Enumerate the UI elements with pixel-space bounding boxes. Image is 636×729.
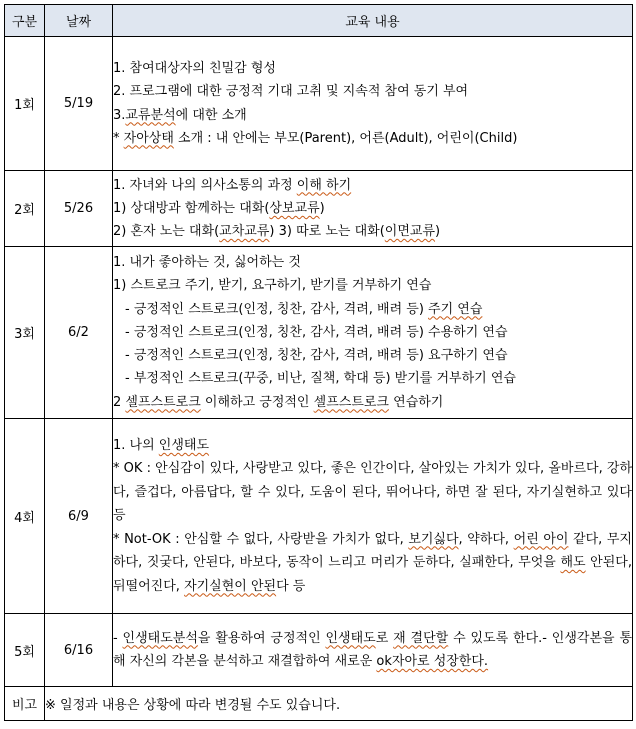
table-row: [5, 171, 633, 247]
header-content: 교육 내용: [113, 5, 633, 37]
content-line: 1. 나의 인생태도: [113, 438, 210, 454]
date-cell: 5/26: [45, 171, 113, 247]
content-line: 2. 프로그램에 대한 긍정적 기대 고취 및 지속적 참여 동기 부여: [113, 84, 469, 100]
session-cell: 1회: [5, 37, 45, 171]
session-cell: 5회: [5, 614, 45, 687]
note-label: 비고: [5, 687, 45, 721]
header-row: [5, 5, 633, 37]
table-row: [5, 419, 633, 614]
content-cell: [113, 171, 633, 247]
content-paragraph: * Not-OK : 안심할 수 없다, 사랑받을 가치가 없다, 보기싫다, 약하다, 어린 아이 같다, 무지하다, 짓궂다, 안된다, 바보다, 동작이 느리고 머리가 둔하다, 실패한다, 무엇을 해도 안된다, 뒤떨어진다, 자기실현이 안된다 등: [113, 531, 632, 594]
date-cell: 6/9: [45, 419, 113, 614]
content-line: 2) 혼자 노는 대화(교차교류) 3) 따로 노는 대화(이면교류): [113, 224, 441, 240]
session-cell: 2회: [5, 171, 45, 247]
content-cell: [113, 614, 633, 687]
content-paragraph: - 인생태도분석을 활용하여 긍정적인 인생태도로 재 결단할 수 있도록 한다.- 인생각본을 통해 자신의 각본을 분석하고 재결합하여 새로운 ok자아로 성장한다.: [113, 630, 633, 669]
footer-row: [5, 687, 633, 721]
content-line: - 부정적인 스트로크(꾸중, 비난, 질책, 학대 등) 받기를 거부하기 연습: [125, 371, 516, 387]
date-cell: 6/2: [45, 247, 113, 419]
table-row: [5, 247, 633, 419]
content-line: 1. 자녀와 나의 의사소통의 과정 이해 하기: [113, 177, 352, 193]
date-cell: 6/16: [45, 614, 113, 687]
note-text: ※ 일정과 내용은 상황에 따라 변경될 수도 있습니다.: [45, 687, 633, 721]
education-schedule-table: [4, 4, 633, 721]
date-cell: 5/19: [45, 37, 113, 171]
header-session: 구분: [5, 5, 45, 37]
table-row: [5, 614, 633, 687]
content-line: 3.교류분석에 대한 소개: [113, 107, 247, 123]
table-row: [5, 37, 633, 171]
content-cell: [113, 247, 633, 419]
content-line: * 자아상태 소개 : 내 안에는 부모(Parent), 어른(Adult), 어린이(Child): [113, 130, 518, 146]
content-line: - 긍정적인 스트로크(인정, 칭찬, 감사, 격려, 배려 등) 주기 연습: [125, 301, 483, 317]
content-cell: [113, 37, 633, 171]
content-line: - 긍정적인 스트로크(인정, 칭찬, 감사, 격려, 배려 등) 요구하기 연습: [125, 348, 508, 364]
session-cell: 4회: [5, 419, 45, 614]
content-line: 1. 참여대상자의 친밀감 형성: [113, 61, 276, 77]
content-line: 1) 스트로크 주기, 받기, 요구하기, 받기를 거부하기 연습: [113, 278, 432, 294]
content-line: 1) 상대방과 함께하는 대화(상보교류): [113, 200, 325, 216]
content-line: - 긍정적인 스트로크(인정, 칭찬, 감사, 격려, 배려 등) 수용하기 연습: [125, 324, 508, 340]
content-paragraph: * OK : 안심감이 있다, 사랑받고 있다, 좋은 인간이다, 살아있는 가치가 있다, 올바르다, 강하다, 즐겁다, 아름답다, 할 수 있다, 도움이 된다, 뛰어나다, 하면 잘 된다, 자기실현하고 있다 등: [113, 461, 632, 524]
header-date: 날짜: [45, 5, 113, 37]
content-cell: [113, 419, 633, 614]
content-line: 1. 내가 좋아하는 것, 싫어하는 것: [113, 255, 301, 271]
session-cell: 3회: [5, 247, 45, 419]
content-line: 2 셀프스트로크 이해하고 긍정적인 셀프스트로크 연습하기: [113, 394, 444, 410]
